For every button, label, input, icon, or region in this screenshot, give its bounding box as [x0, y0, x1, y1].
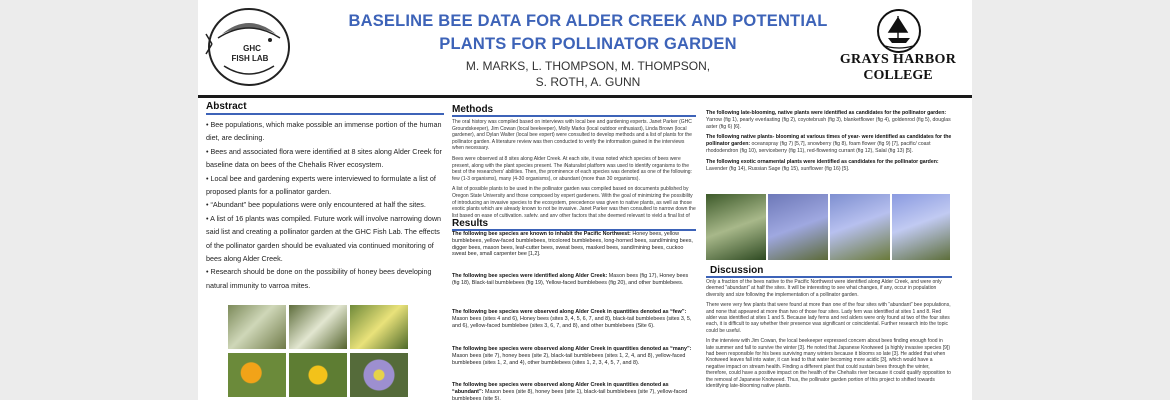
results-block-lead: The following bee species were observed along Alder Creek in quantities denoted as “few”: [452, 309, 687, 315]
plant-block-lead: The following late-blooming, native plants were identified as candidates for the pollinator garden: [706, 110, 947, 116]
abstract-rule [206, 113, 444, 115]
abstract-item: • Research should be done on the possibility of honey bees developing natural immunity to varroa mites. [206, 265, 444, 292]
methods-paragraph: A list of possible plants to be used in the pollinator garden was compiled based on documents published by Oregon State University and those composed by expert gardeners. With the goal of minimizing the possibility of introducing an invasive species to the ecosystem, precedence was given to native plants, as well as those exotic plants which are already known to not be invasive. Janet Parker was then consulted to narrow down the list based on ease of cultivation, safety, and any other factors that she deemed relevant to yield a final list of [452, 186, 696, 217]
discussion-paragraph: In the interview with Jim Cowan, the local beekeeper expressed concern about bees finding enough food in late summer and fall to survive the winter [3]. He noted that Japanese Knotweed (a highly invasive species [9]) had been responsible for his bees surviving many winters because it blooms so late [3]. He added that when Knotweed leaves fall into water, it can lead to that water becoming more acidic [3], which would have a negative impact on stream health. Finding a different plant that could sustain bees through the winter, therefore, could have a positive impact on the health of the Chehalis river because it could qualify opposition to the removal of Japanese Knotweed. Thus, the pollinator garden portion of this project to shifted towards identifying late-blooming native plants. [706, 338, 951, 390]
left-margin [0, 0, 198, 400]
abstract-item: • Bee populations, which make possible an immense portion of the human diet, are declining. [206, 118, 444, 145]
plant-photo [830, 194, 890, 260]
authors [428, 58, 748, 90]
results-block-body: Mason bees (site 8), honey bees (site 1), black-tail bumblebees (site 7), yellow-faced bumblebees (site 5). [452, 388, 688, 400]
plant-photo [228, 305, 286, 349]
discussion-heading: Discussion [710, 265, 764, 276]
results-block [452, 382, 696, 400]
discussion-text [706, 279, 952, 400]
authors-line-1: M. MARKS, L. THOMPSON, M. THOMPSON, [465, 59, 711, 73]
methods-paragraph: Bees were observed at 8 sites along Alder Creek. At each site, it was noted which species of bees were present, along with the plant species present. The iNaturalist platform was used to identify organisms to the best of the researchers' abilities. Then, the prominence of each species was denoted as one of the following: few (1-3 organisms), many (4-30 organisms), or abundant (more than 30 organisms). [452, 155, 692, 182]
methods-heading: Methods [452, 104, 494, 115]
plant-block-body: Yarrow (fig 1), pearly everlasting (fig 2), coyotebrush (fig 3), blanketflower (fig 4), goldenrod (fig 5), douglas aster (fig 6) [6]. [706, 116, 951, 130]
plant-block [706, 110, 952, 130]
plant-block-lead: The following native plants- blooming at various times of year- were identified as candidates for the pollinator garden: [706, 134, 952, 148]
results-heading: Results [452, 218, 489, 229]
plant-photo [289, 353, 347, 397]
authors-line-2: S. ROTH, A. GUNN [535, 75, 641, 89]
grays-harbor-college-logo [838, 6, 958, 92]
plant-block-body: oceanspray (fig 7) [5,7], snowberry (fig 8), foam flower (fig 9) [7], pacific/ coast rhododendron (fig 10), serviceberry (fig 11), red-flowering currant (fig 12), Salal (fig 13) [5]. [706, 141, 931, 154]
plant-photo [892, 194, 950, 260]
methods-text [452, 119, 696, 217]
abstract-item: • A list of 16 plants was compiled. Future work will involve narrowing down said list and creating a pollinator garden at the GHC Fish Lab. The effects of the pollinator garden should be evaluated via continued monitoring of bees along Alder Creek. [206, 212, 444, 266]
results-block-body: Mason bees (site 7), honey bees (site 2), black-tail bumblebees (sites 1, 2, 4, and 8), yellow-faced bumblebees (sites 1, 2, and 4), other bumblebees (sites 1, 2, 3, 4, 5, 7, and 8). [452, 352, 686, 366]
methods-rule [452, 115, 696, 117]
results-block-body: Mason bees (sites 4 and 6), Honey bees (sites 3, 4, 5, 6, 7, and 8), black-tail bumblebees (sites 3, 5, and 6), yellow-faced bumblebee (sites 3, 6, 7, and 8), and other bumblebees (Site 6). [452, 315, 692, 329]
poster-title [328, 10, 848, 56]
discussion-rule [706, 276, 952, 278]
brand-line-2: COLLEGE [863, 68, 933, 83]
title-line-2: PLANTS FOR POLLINATOR GARDEN [439, 35, 737, 53]
results-block [452, 346, 696, 366]
abstract-item: • “Abundant” bee populations were only encountered at half the sites. [206, 198, 444, 211]
plant-photo [228, 353, 286, 397]
right-margin [972, 0, 1170, 400]
abstract-photo-grid [228, 305, 408, 400]
discussion-paragraph: There were very few plants that were found at more than one of the four sites with “abundant” bee populations, and none that appeared at more than two of those four sites. Lady fern was identified at sites 1 and 8. Red alder was identified at sites 1 and 5. Because lady ferns and red alders were only found at two of the four sites each, it is difficult to say whether their presence was significant or coincidental. Further research into the topic could be useful. [706, 302, 951, 334]
results-block-lead: The following bee species were observed along Alder Creek in quantities denoted as “many”: [452, 346, 692, 352]
results-block-body: Honey bees, yellow bumblebees, yellow-faced bumblebees, tricolored bumblebees, long-horned bees, sand/mining bees, digger bees, mason bees, leaf-cutter bees, sweat bees, masked bees, sand/mining bees, cuckoo sweat bee, small carpenter bee [1,2]. [452, 231, 693, 258]
methods-paragraph: The oral history was compiled based on interviews with local bee and gardening experts. Janet Parker (GHC Groundskeeper), Jim Cowan (local beekeeper), Molly Marks (local outdoor enthusiast), Linda Brown (local gardener), and Dylan Walter (local bee expert) were consulted to develop methods and a list of plants for the pollinator garden. A literature review was then conducted to verify the information gained in the interviews when necessary. [452, 119, 692, 152]
plant-candidates [706, 110, 952, 190]
header-divider [198, 95, 972, 98]
ship-icon [876, 8, 922, 54]
poster-sheet [198, 0, 972, 400]
results-block-body: Mason bees (fig 17), Honey bees (fig 18), Black-tail bumblebees (fig 19), Yellow-faced bumblebees (fig 20), and other bumblebees. [452, 273, 689, 286]
logo-left-line2: FISH LAB [231, 54, 269, 63]
results-block [452, 231, 696, 258]
results-block-lead: The following bee species were observed along Alder Creek in quantities denoted as “abundant”: [452, 382, 669, 395]
ghc-fish-lab-logo [204, 4, 294, 90]
plant-photo-strip [706, 194, 950, 260]
plant-photo [706, 194, 766, 260]
brand-line-1: GRAYS HARBOR [839, 52, 957, 67]
plant-block [706, 134, 952, 154]
abstract-list [206, 118, 444, 292]
plant-block-lead: The following exotic ornamental plants were identified as candidates for the pollinator garden: [706, 158, 939, 165]
plant-photo [350, 353, 408, 397]
results-block [452, 273, 696, 287]
results-block-lead: The following bee species were identified along Alder Creek: [452, 273, 608, 279]
plant-block [706, 159, 952, 173]
title-line-1: BASELINE BEE DATA FOR ALDER CREEK AND POTENTIAL [348, 12, 828, 30]
abstract-item: • Bees and associated flora were identified at 8 sites along Alder Creek for baseline data on bees of the Chehalis River ecosystem. [206, 145, 444, 172]
abstract-item: • Local bee and gardening experts were interviewed to formulate a list of proposed plants for a pollinator garden. [206, 172, 444, 199]
plant-photo [289, 305, 347, 349]
abstract-heading: Abstract [206, 101, 247, 112]
discussion-paragraph: Only a fraction of the bees native to the Pacific Northwest were identified along Alder Creek, and were only deemed “abundant” at half the sites. It will be interesting to see what changes, if any, occur in population diversity and size following the implementation of a pollinator garden. [706, 279, 942, 298]
results-block-lead: The following bee species are known to inhabit the Pacific Northwest: [452, 231, 631, 237]
plant-photo [768, 194, 828, 260]
plant-photo [350, 305, 408, 349]
logo-left-line1: GHC [243, 44, 261, 53]
results-block [452, 309, 696, 329]
plant-block-body: Lavender (fig 14), Russian Sage (fig 15), sunflower (fig 16) [5]. [706, 165, 850, 172]
